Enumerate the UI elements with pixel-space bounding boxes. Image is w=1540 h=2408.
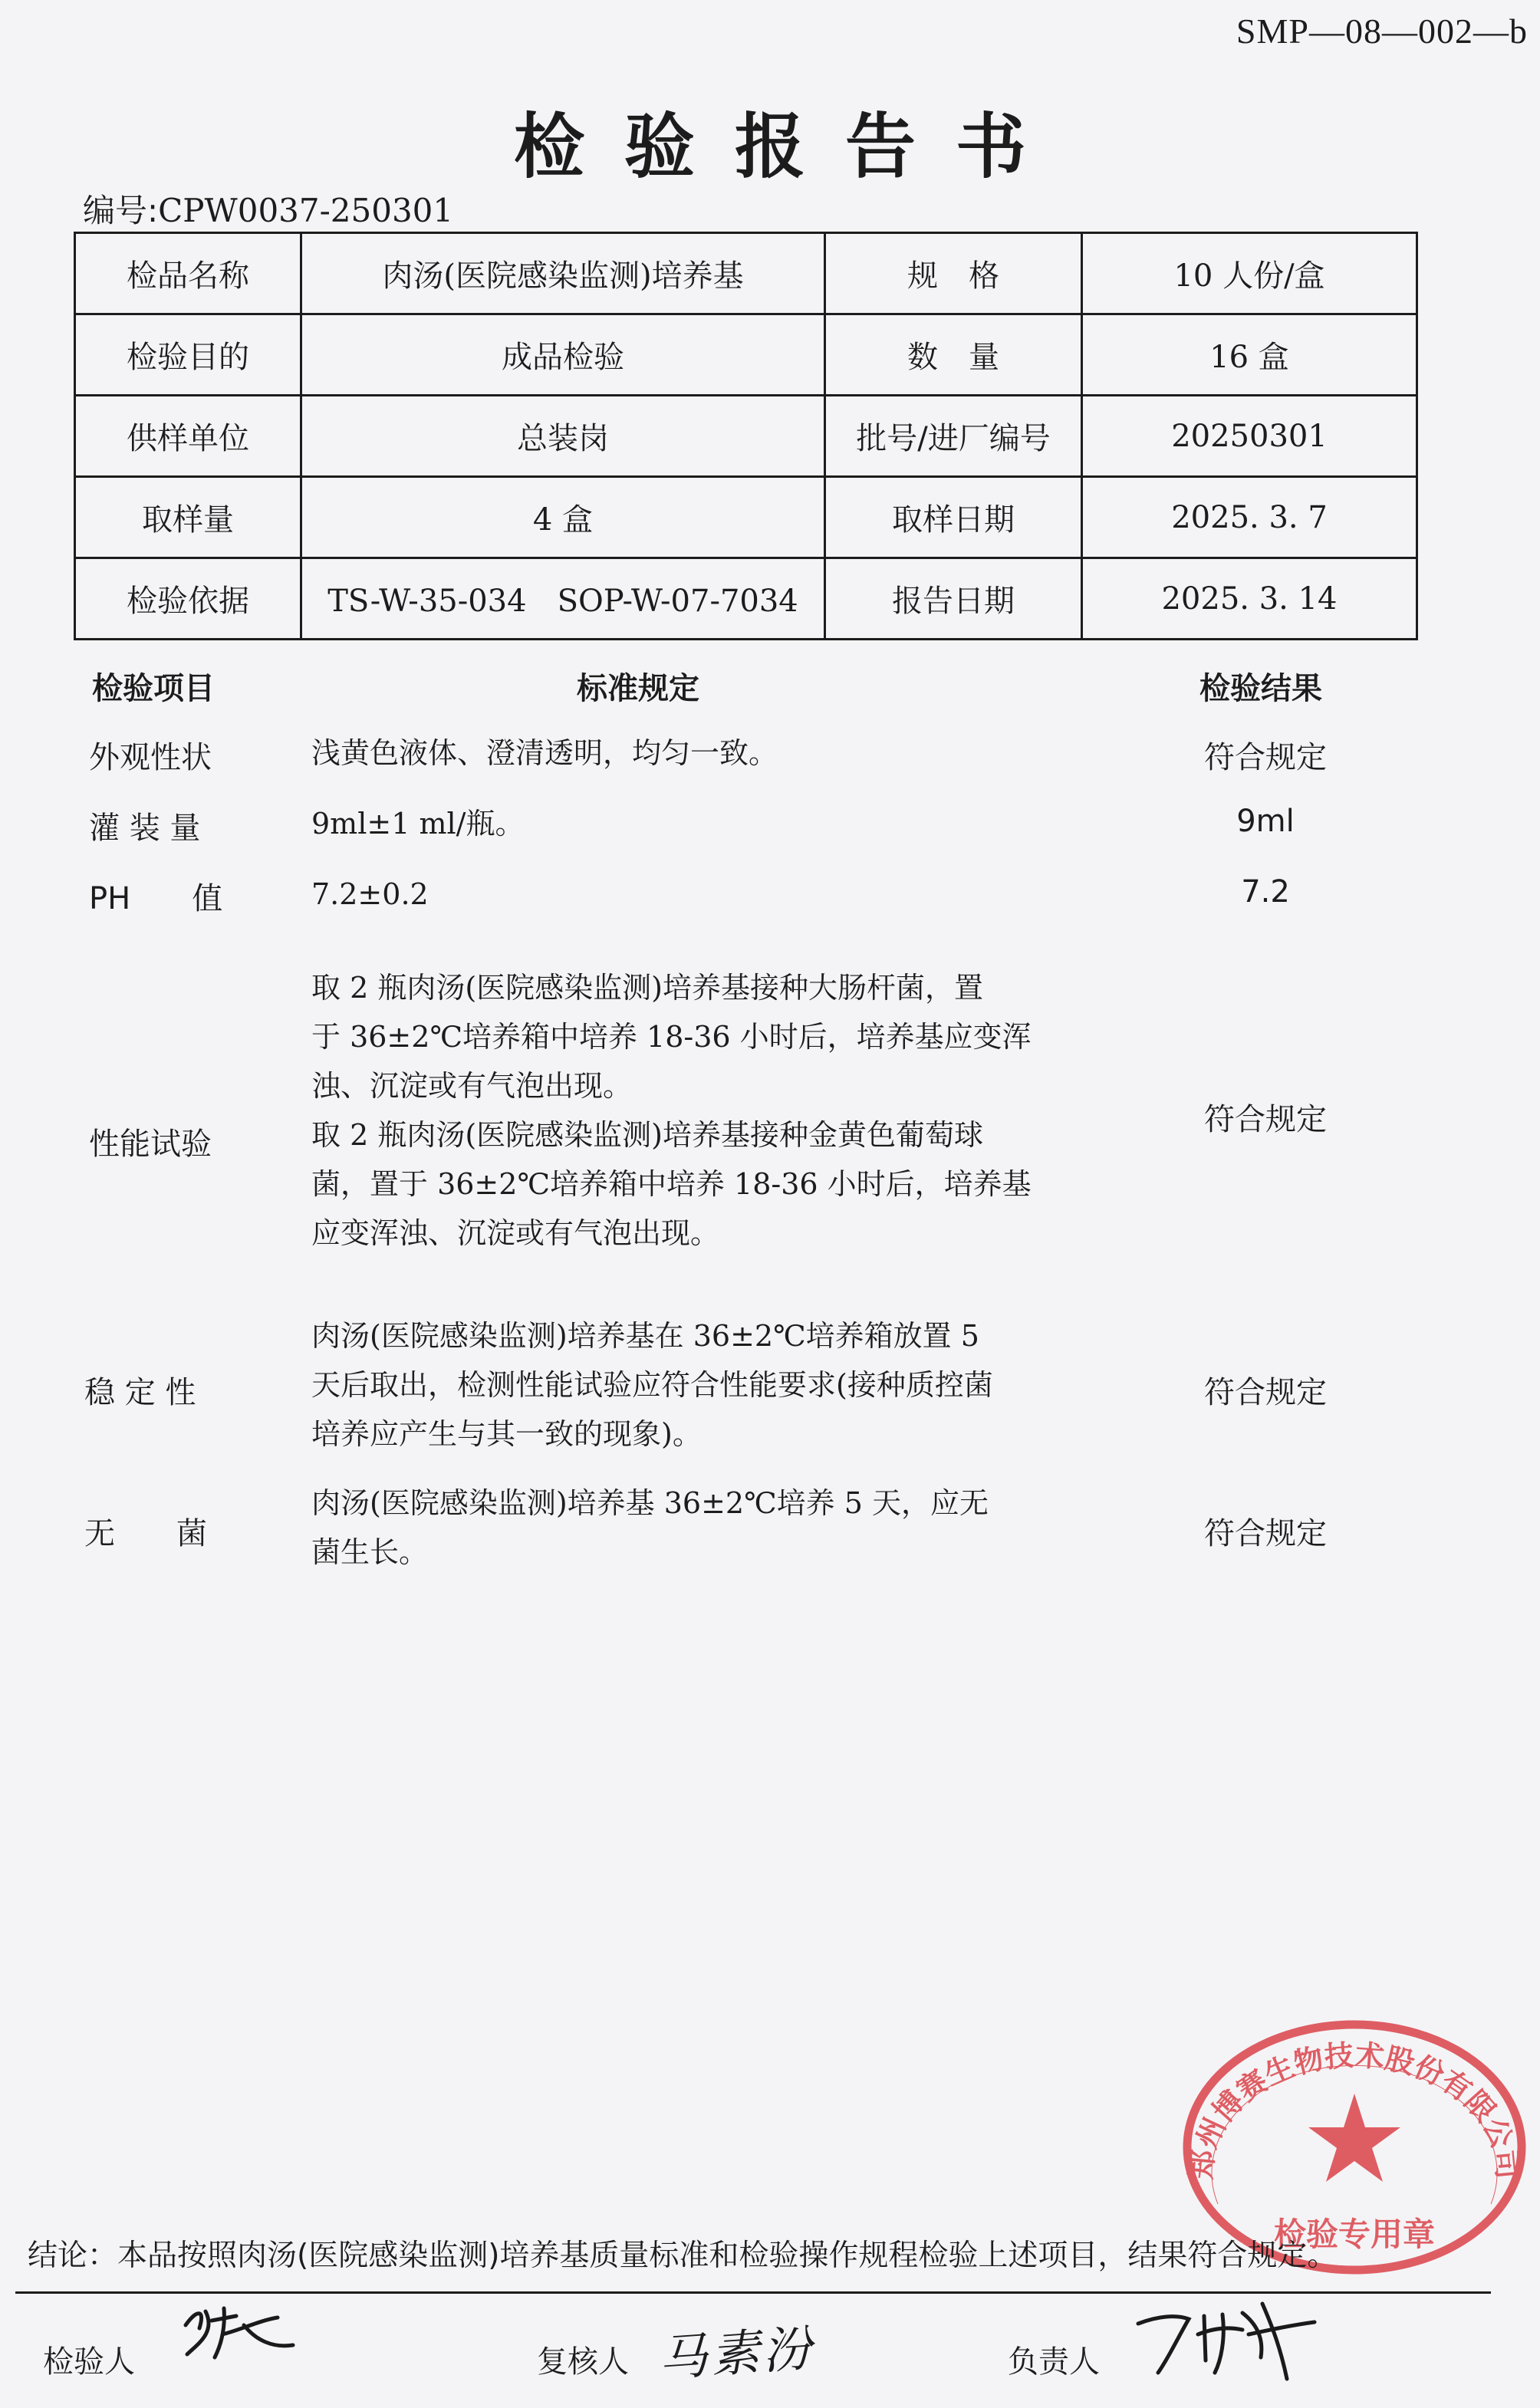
report-number-label: 编号:: [83, 192, 159, 229]
item-result: 7.2: [1241, 874, 1290, 910]
standard-line: 7.2±0.2: [311, 877, 429, 911]
batch-value: 20250301: [1082, 396, 1417, 477]
inspector-signature: [170, 2295, 301, 2364]
batch-label: 批号/进厂编号: [825, 396, 1082, 477]
spec-label: 规 格: [825, 233, 1082, 314]
standard-line: 浊、沉淀或有气泡出现。: [311, 1069, 633, 1103]
item-result: 9ml: [1236, 804, 1295, 839]
reviewer-signature: 马素汾: [656, 2320, 817, 2389]
item-name: 性能试验: [89, 1127, 212, 1162]
table-row: [75, 233, 1417, 314]
product-info-table: [74, 232, 1418, 640]
product-name-value: 肉汤(医院感染监测)培养基: [301, 233, 825, 314]
item-standard: [311, 1479, 1124, 1577]
report-date-value: 2025. 3. 14: [1082, 558, 1417, 640]
inspector-label: 检验人: [43, 2344, 135, 2380]
seal-purpose-text: 检验专用章: [1273, 2216, 1436, 2253]
supplier-label: 供样单位: [75, 396, 301, 477]
sample-amount-label: 取样量: [75, 477, 301, 558]
report-number-value: CPW0037-250301: [158, 192, 454, 229]
item-standard: [311, 870, 1124, 919]
report-number: [83, 186, 453, 232]
basis-label: 检验依据: [75, 558, 301, 640]
item-name: 灌 装 量: [89, 811, 201, 846]
standard-line: 应变浑浊、沉淀或有气泡出现。: [311, 1216, 720, 1250]
spec-value: 10 人份/盒: [1082, 233, 1417, 314]
standard-line: 浅黄色液体、澄清透明，均匀一致。: [311, 736, 778, 770]
purpose-value: 成品检验: [301, 314, 825, 396]
quantity-value: 16 盒: [1082, 314, 1417, 396]
item-name: 无 菌: [84, 1516, 207, 1551]
responsible-label: 负责人: [1008, 2344, 1100, 2380]
report-date-label: 报告日期: [825, 558, 1082, 640]
item-name: 外观性状: [89, 740, 212, 775]
purpose-label: 检验目的: [75, 314, 301, 396]
item-name: 稳 定 性: [84, 1375, 196, 1410]
standard-line: 肉汤(医院感染监测)培养基在 36±2℃培养箱放置 5: [311, 1319, 979, 1353]
item-standard: [311, 729, 1124, 778]
standard-line: 9ml±1 ml/瓶。: [311, 807, 525, 840]
standard-line: 天后取出，检测性能试验应符合性能要求(接种质控菌: [311, 1368, 993, 1402]
reviewer-label: 复核人: [537, 2344, 629, 2380]
item-standard: [311, 963, 1124, 1258]
items-header-result: 检验结果: [1199, 671, 1322, 706]
standard-line: 菌生长。: [311, 1535, 429, 1569]
sample-date-value: 2025. 3. 7: [1082, 477, 1417, 558]
table-row: [75, 396, 1417, 477]
standard-line: 取 2 瓶肉汤(医院感染监测)培养基接种大肠杆菌，置: [311, 971, 983, 1005]
responsible-signature: [1127, 2293, 1327, 2385]
standard-line: 取 2 瓶肉汤(医院感染监测)培养基接种金黄色葡萄球: [311, 1118, 983, 1152]
item-standard: [311, 799, 1124, 848]
item-result: 符合规定: [1204, 1102, 1327, 1137]
standard-line: 肉汤(医院感染监测)培养基 36±2℃培养 5 天，应无: [311, 1486, 989, 1520]
table-row: [75, 558, 1417, 640]
table-row: [75, 314, 1417, 396]
item-result: 符合规定: [1204, 1516, 1327, 1551]
item-standard: [311, 1311, 1124, 1459]
standard-line: 培养应产生与其一致的现象)。: [311, 1417, 702, 1451]
basis-value: TS-W-35-034 SOP-W-07-7034: [301, 558, 825, 640]
item-name: PH 值: [89, 881, 223, 916]
seal-company-text: 郑州博赛生物技术股份有限公司: [1183, 2038, 1525, 2181]
document-code: SMP—08—002—b: [1236, 12, 1528, 51]
table-row: [75, 477, 1417, 558]
item-result: 符合规定: [1204, 1375, 1327, 1410]
product-name-label: 检品名称: [75, 233, 301, 314]
items-header-item: 检验项目: [92, 671, 215, 706]
quantity-label: 数 量: [825, 314, 1082, 396]
conclusion-text: 结论：本品按照肉汤(医院感染监测)培养基质量标准和检验操作规程检验上述项目，结果符合规定。: [28, 2239, 1338, 2273]
sample-date-label: 取样日期: [825, 477, 1082, 558]
standard-line: 于 36±2℃培养箱中培养 18-36 小时后，培养基应变浑: [311, 1020, 1032, 1054]
standard-line: 菌，置于 36±2℃培养箱中培养 18-36 小时后，培养基: [311, 1167, 1032, 1201]
items-header-standard: 标准规定: [577, 671, 699, 706]
item-result: 符合规定: [1204, 740, 1327, 775]
supplier-value: 总装岗: [301, 396, 825, 477]
sample-amount-value: 4 盒: [301, 477, 825, 558]
page-title: 检验报告书: [513, 106, 1066, 188]
